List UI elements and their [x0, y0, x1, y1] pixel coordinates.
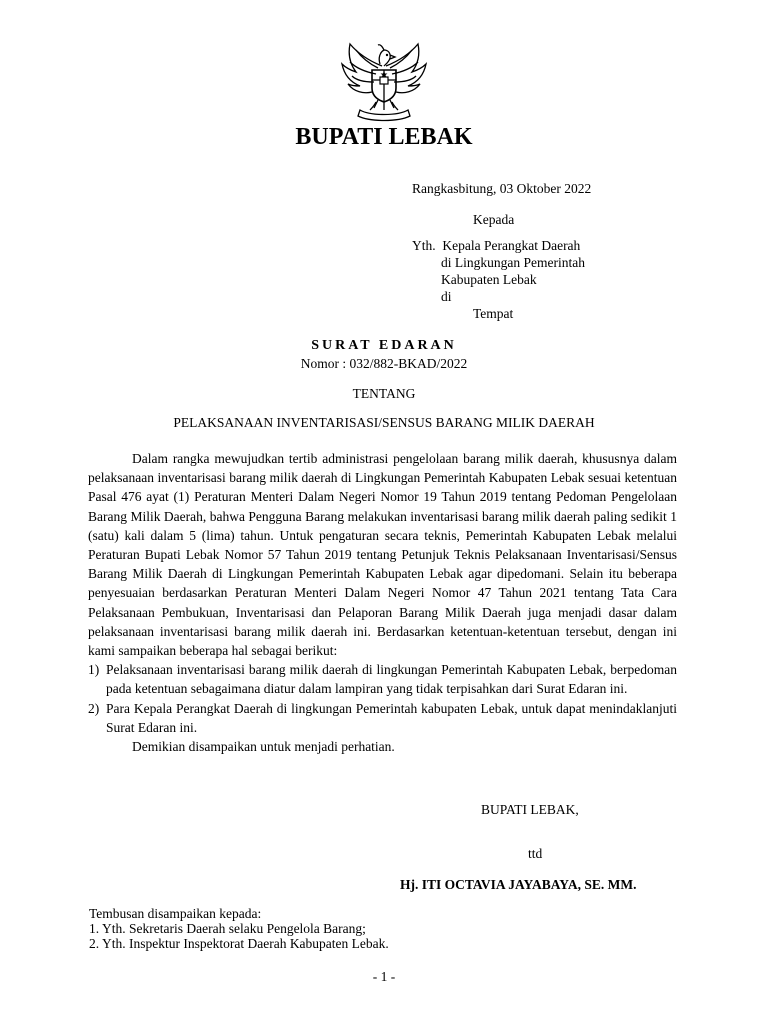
signature-position: BUPATI LEBAK,: [481, 802, 579, 817]
tentang-label: TENTANG: [352, 386, 416, 401]
garuda-emblem-icon: [336, 36, 432, 122]
page-title: BUPATI LEBAK: [295, 124, 473, 150]
recipient-line-1: Yth. Kepala Perangkat Daerah: [412, 238, 581, 253]
list-item-text: Para Kepala Perangkat Daerah di lingkungan Pemerintah kabupaten Lebak, untuk dapat menindaklanjuti Surat Edaran ini.: [106, 700, 677, 735]
body-paragraph: Dalam rangka mewujudkan tertib administrasi pengelolaan barang milik daerah, khususnya dalam pelaksanaan inventarisasi barang milik daerah di Lingkungan Pemerintah Kabupaten Lebak sesuai ketentuan Pasal 476 ayat (1) Peraturan Menteri Dalam Negeri Nomor 19 Tahun 2019 tentang Pedoman Pengelolaan Barang Milik Daerah, bahwa Pengguna Barang melakukan inventarisasi barang milik daerah paling sedikit 1 (satu) kali dalam 5 (lima) tahun. Untuk pengaturan secara teknis, Pemerintah Kabupaten Lebak melalui Peraturan Bupati Lebak Nomor 57 Tahun 2019 tentang Petunjuk Teknis Pelaksanaan Inventarisasi/Sensus Barang Milik Daerah di Lingkungan Pemerintah Kabupaten Lebak agar dipedomani. Selain itu beberapa penyesuaian berdasarkan Peraturan Menteri Dalam Negeri Nomor 47 Tahun 2021 tentang Tata Cara Pelaksanaan Pembukuan, Inventarisasi dan Pelaporan Barang Milik Daerah juga menjadi dasar dalam pelaksanaan inventarisasi barang milik daerah ini. Berdasarkan ketentuan-ketentuan tersebut, dengan ini kami sampaikan beberapa hal sebagai berikut:: [88, 451, 677, 659]
circular-title: SURAT EDARAN: [311, 338, 457, 353]
list-item-number: 2): [88, 700, 100, 716]
cc-line-2: 2. Yth. Inspektur Inspektorat Daerah Kabupaten Lebak.: [89, 936, 389, 951]
recipient-line-5: Tempat: [473, 306, 514, 321]
signature-ttd: ttd: [528, 846, 543, 861]
recipient-line-2: di Lingkungan Pemerintah: [441, 255, 585, 270]
place-date: Rangkasbitung, 03 Oktober 2022: [412, 181, 592, 196]
recipient-line-3: Kabupaten Lebak: [441, 272, 537, 287]
circular-subject: PELAKSANAAN INVENTARISASI/SENSUS BARANG MILIK DAERAH: [173, 415, 595, 430]
list-item: [88, 660, 677, 698]
list-item-text: Pelaksanaan inventarisasi barang milik daerah di lingkungan Pemerintah Kabupaten Lebak, berpedoman pada ketentuan sebagaimana diatur dalam lampiran yang tidak terpisahkan dari Surat Edaran ini.: [106, 662, 677, 697]
letter-body: [88, 449, 677, 756]
cc-line-1: 1. Yth. Sekretaris Daerah selaku Pengelola Barang;: [89, 921, 366, 936]
list-item-number: 1): [88, 662, 100, 678]
closing-sentence: Demikian disampaikan untuk menjadi perhatian.: [132, 739, 395, 755]
signatory-name: Hj. ITI OCTAVIA JAYABAYA, SE. MM.: [400, 877, 637, 892]
list-item: [88, 699, 677, 737]
cc-heading: Tembusan disampaikan kepada:: [89, 906, 262, 921]
kepada-label: Kepada: [473, 212, 515, 227]
recipient-line-4: di: [441, 289, 452, 304]
circular-number: Nomor : 032/882-BKAD/2022: [300, 356, 468, 371]
page-number: - 1 -: [372, 969, 396, 984]
